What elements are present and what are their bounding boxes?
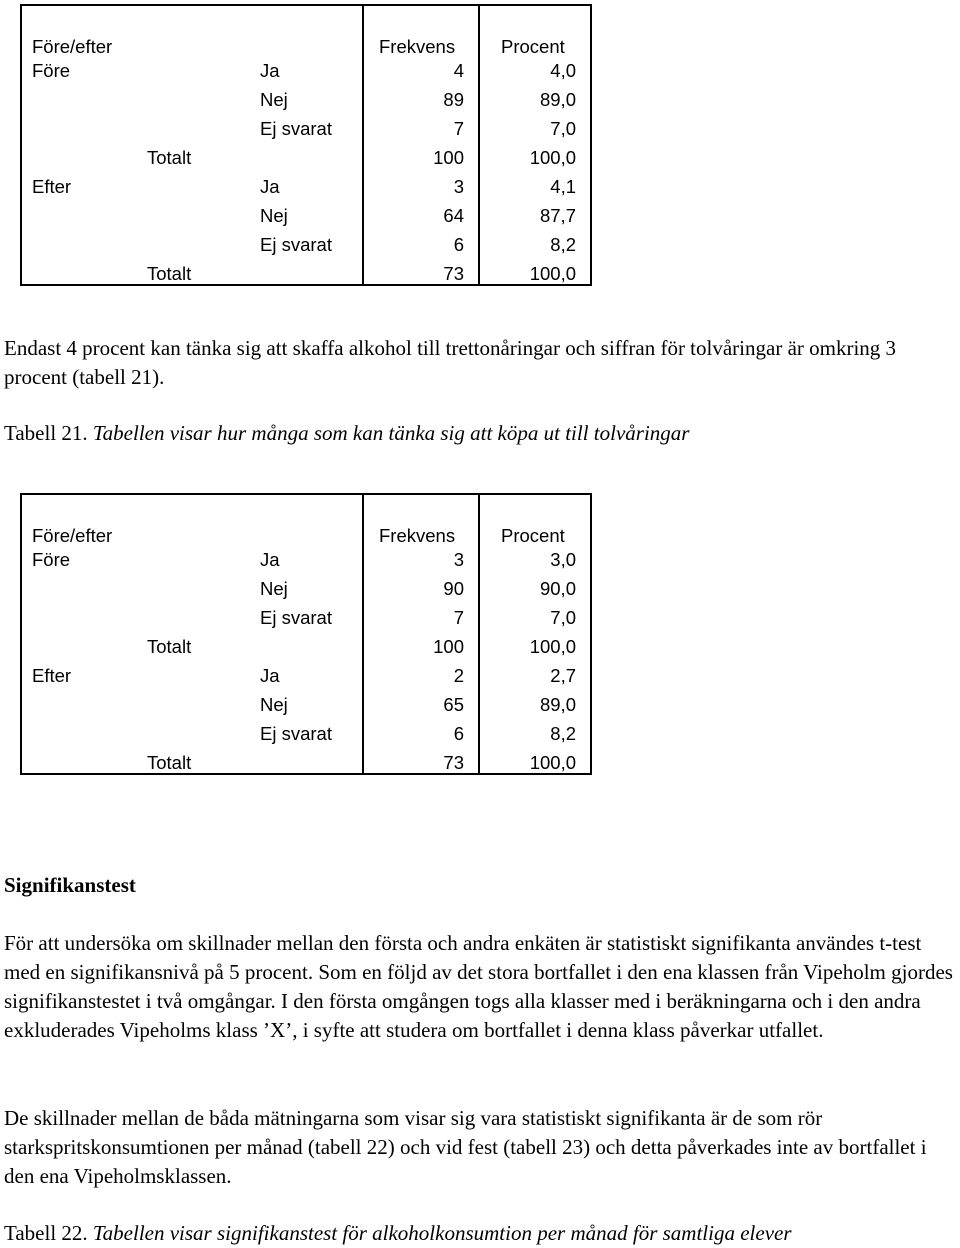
table-row: [22, 56, 590, 85]
percent-value: 87,7: [539, 205, 576, 226]
caption-text: Tabellen visar hur många som kan tänka sig att köpa ut till tolvåringar: [92, 421, 690, 445]
frequency-value: 89: [443, 89, 464, 110]
frequency-value: 6: [453, 723, 464, 744]
answer-label: Ej svarat: [260, 723, 332, 744]
caption-tabell-22: [4, 1219, 956, 1248]
percent-value: 7,0: [550, 118, 576, 139]
answer-label: Nej: [260, 578, 288, 599]
frequency-value: 65: [443, 694, 464, 715]
percent-value: 89,0: [539, 89, 576, 110]
table-row: [22, 690, 590, 719]
percent-value: 4,1: [550, 176, 576, 197]
answer-label: Ej svarat: [260, 234, 332, 255]
table-row: [22, 114, 590, 143]
group-label: Efter: [32, 665, 72, 686]
table-row: [22, 85, 590, 114]
frequency-value: 64: [443, 205, 464, 226]
header-percent: Procent: [501, 525, 565, 546]
group-label: Före: [32, 549, 71, 570]
frequency-value: 4: [453, 60, 464, 81]
percent-value: 2,7: [550, 665, 576, 686]
answer-label: Nej: [260, 205, 288, 226]
frequency-value: 3: [453, 549, 464, 570]
table-row: [22, 545, 590, 574]
section-heading: Signifikanstest: [4, 873, 136, 897]
header-group: Före/efter: [32, 36, 113, 57]
frequency-table-b: [20, 493, 592, 775]
answer-label: Ja: [260, 176, 280, 197]
table-row: [22, 230, 590, 259]
group-label: Efter: [32, 176, 72, 197]
table-row: [22, 172, 590, 201]
group-label: Före: [32, 60, 71, 81]
percent-value: 100,0: [529, 263, 576, 284]
table-total-row: [22, 143, 590, 172]
frequency-value: 100: [433, 147, 464, 168]
answer-label: Ja: [260, 665, 280, 686]
frequency-value: 90: [443, 578, 464, 599]
table-total-row: [22, 259, 590, 288]
caption-label: Tabell 22.: [4, 1221, 88, 1245]
percent-value: 89,0: [539, 694, 576, 715]
frequency-value: 7: [453, 118, 464, 139]
table-total-row: [22, 632, 590, 661]
answer-label: Ej svarat: [260, 607, 332, 628]
percent-value: 7,0: [550, 607, 576, 628]
answer-label: Ej svarat: [260, 118, 332, 139]
total-label: Totalt: [147, 147, 192, 168]
paragraph-3: De skillnader mellan de båda mätningarna som visar sig vara statistiskt signifikanta är de som rör starkspritskonsumtionen per månad (tabell 22) och vid fest (tabell 23) och detta påverkades inte av bortfallet i den ena Vipeholmsklassen.: [4, 1106, 927, 1188]
total-label: Totalt: [147, 752, 192, 773]
answer-label: Ja: [260, 60, 280, 81]
table-row: [22, 719, 590, 748]
percent-value: 4,0: [550, 60, 576, 81]
frequency-value: 6: [453, 234, 464, 255]
header-percent: Procent: [501, 36, 565, 57]
total-label: Totalt: [147, 263, 192, 284]
header-group: Före/efter: [32, 525, 113, 546]
frequency-table-a: [20, 4, 592, 286]
answer-label: Nej: [260, 89, 288, 110]
frequency-value: 3: [453, 176, 464, 197]
frequency-value: 2: [453, 665, 464, 686]
paragraph-1: Endast 4 procent kan tänka sig att skaffa alkohol till trettonåringar och siffran för tolvåringar är omkring 3 procent (tabell 21).: [4, 336, 897, 389]
frequency-value: 100: [433, 636, 464, 657]
percent-value: 90,0: [539, 578, 576, 599]
frequency-value: 7: [453, 607, 464, 628]
header-frequency: Frekvens: [379, 36, 456, 57]
percent-value: 3,0: [550, 549, 576, 570]
total-label: Totalt: [147, 636, 192, 657]
frequency-value: 73: [443, 752, 464, 773]
caption-tabell-21: [4, 419, 956, 448]
caption-label: Tabell 21.: [4, 421, 88, 445]
percent-value: 100,0: [529, 147, 576, 168]
frequency-value: 73: [443, 263, 464, 284]
table-row: [22, 201, 590, 230]
percent-value: 100,0: [529, 636, 576, 657]
paragraph-2: För att undersöka om skillnader mellan den första och andra enkäten är statistiskt signifikanta användes t-test med en signifikansnivå på 5 procent. Som en följd av det stora bortfallet i den ena klassen från Vipeholm gjordes signifikanstestet i två omgångar. I den första omgången togs alla klasser med i beräkningarna och i den andra exkluderades Vipeholms klass ’X’, i syfte att studera om bortfallet i denna klass påverkar utfallet.: [4, 931, 953, 1042]
percent-value: 8,2: [550, 234, 576, 255]
table-row: [22, 574, 590, 603]
answer-label: Nej: [260, 694, 288, 715]
percent-value: 8,2: [550, 723, 576, 744]
answer-label: Ja: [260, 549, 280, 570]
percent-value: 100,0: [529, 752, 576, 773]
table-row: [22, 661, 590, 690]
caption-text: Tabellen visar signifikanstest för alkoholkonsumtion per månad för samtliga elever: [92, 1221, 792, 1245]
table-total-row: [22, 748, 590, 777]
header-frequency: Frekvens: [379, 525, 456, 546]
table-row: [22, 603, 590, 632]
